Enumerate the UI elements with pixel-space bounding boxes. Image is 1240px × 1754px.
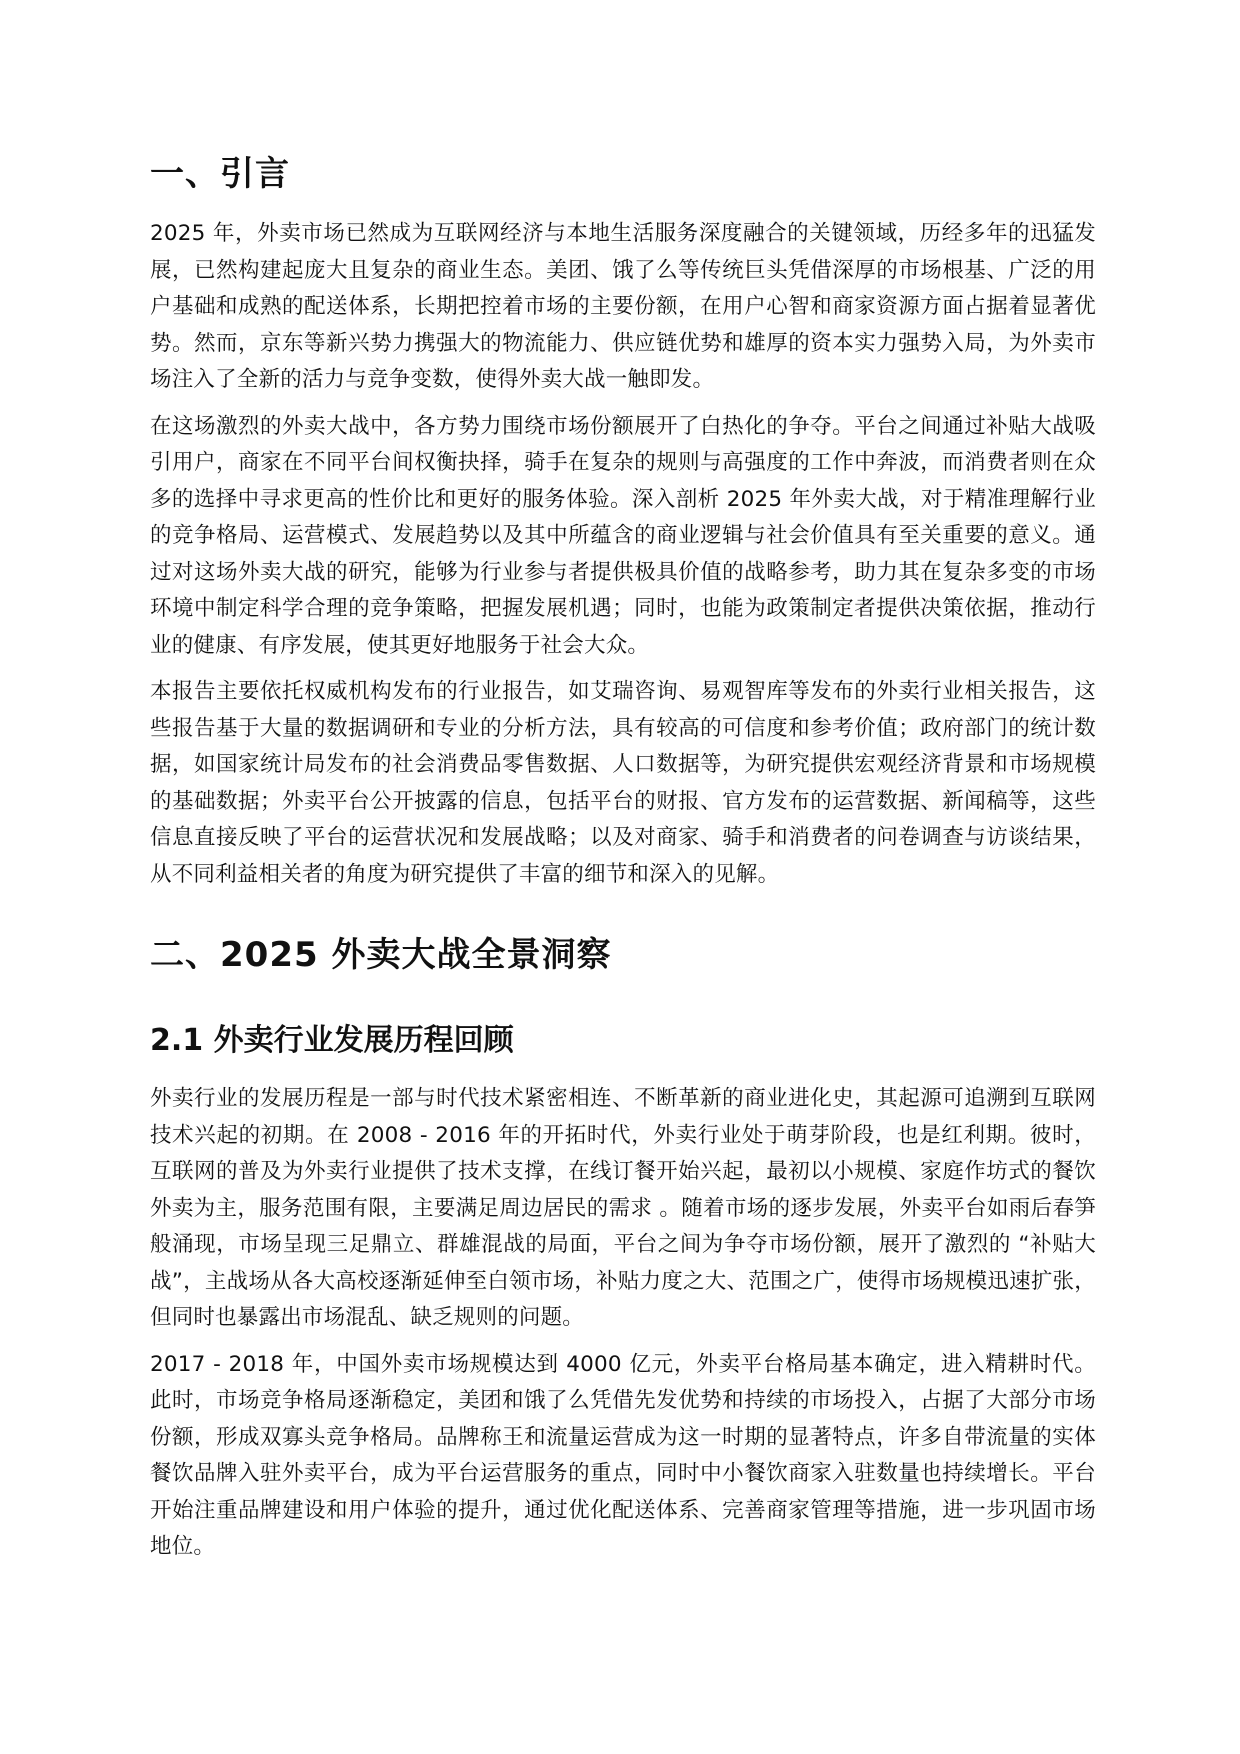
document-page <box>150 150 1096 1576</box>
paragraph: 在这场激烈的外卖大战中，各方势力围绕市场份额展开了白热化的争夺。平台之间通过补贴大战吸引用户，商家在不同平台间权衡抉择，骑手在复杂的规则与高强度的工作中奔波，而消费者则在众多的选择中寻求更高的性价比和更好的服务体验。深入剖析 2025 年外卖大战，对于精准理解行业的竞争格局、运营模式、发展趋势以及其中所蕴含的商业逻辑与社会价值具有至关重要的意义。通过对这场外卖大战的研究，能够为行业参与者提供极具价值的战略参考，助力其在复杂多变的市场环境中制定科学合理的竞争策略，把握发展机遇；同时，也能为政策制定者提供决策依据，推动行业的健康、有序发展，使其更好地服务于社会大众。 <box>150 413 1096 658</box>
paragraph: 2025 年，外卖市场已然成为互联网经济与本地生活服务深度融合的关键领域，历经多年的迅猛发展，已然构建起庞大且复杂的商业生态。美团、饿了么等传统巨头凭借深厚的市场根基、广泛的用户基础和成熟的配送体系，长期把控着市场的主要份额，在用户心智和商家资源方面占据着显著优势。然而，京东等新兴势力携强大的物流能力、供应链优势和雄厚的资本实力强势入局，为外卖市场注入了全新的活力与竞争变数，使得外卖大战一触即发。 <box>150 221 1096 392</box>
subsection-heading-history: 2.1 外卖行业发展历程回顾 <box>150 1023 514 1058</box>
paragraph: 本报告主要依托权威机构发布的行业报告，如艾瑞咨询、易观智库等发布的外卖行业相关报告，这些报告基于大量的数据调研和专业的分析方法，具有较高的可信度和参考价值；政府部门的统计数据，如国家统计局发布的社会消费品零售数据、人口数据等，为研究提供宏观经济背景和市场规模的基础数据；外卖平台公开披露的信息，包括平台的财报、官方发布的运营数据、新闻稿等，这些信息直接反映了平台的运营状况和发展战略；以及对商家、骑手和消费者的问卷调查与访谈结果，从不同利益相关者的角度为研究提供了丰富的细节和深入的见解。 <box>150 679 1096 887</box>
section-heading-overview: 二、2025 外卖大战全景洞察 <box>150 935 612 975</box>
section-heading-introduction: 一、引言 <box>150 154 290 194</box>
paragraph: 2017 - 2018 年，中国外卖市场规模达到 4000 亿元，外卖平台格局基本确定，进入精耕时代。此时，市场竞争格局逐渐稳定，美团和饿了么凭借先发优势和持续的市场投入，占据了大部分市场份额，形成双寡头竞争格局。品牌称王和流量运营成为这一时期的显著特点，许多自带流量的实体餐饮品牌入驻外卖平台，成为平台运营服务的重点，同时中小餐饮商家入驻数量也持续增长。平台开始注重品牌建设和用户体验的提升，通过优化配送体系、完善商家管理等措施，进一步巩固市场地位。 <box>150 1351 1096 1559</box>
paragraph: 外卖行业的发展历程是一部与时代技术紧密相连、不断革新的商业进化史，其起源可追溯到互联网技术兴起的初期。在 2008 - 2016 年的开拓时代，外卖行业处于萌芽阶段，也是红利期。彼时，互联网的普及为外卖行业提供了技术支撑，在线订餐开始兴起，最初以小规模、家庭作坊式的餐饮外卖为主，服务范围有限，主要满足周边居民的需求 。随着市场的逐步发展，外卖平台如雨后春笋般涌现，市场呈现三足鼎立、群雄混战的局面，平台之间为争夺市场份额，展开了激烈的 “补贴大战”，主战场从各大高校逐渐延伸至白领市场，补贴力度之大、范围之广，使得市场规模迅速扩张，但同时也暴露出市场混乱、缺乏规则的问题。 <box>150 1086 1096 1330</box>
